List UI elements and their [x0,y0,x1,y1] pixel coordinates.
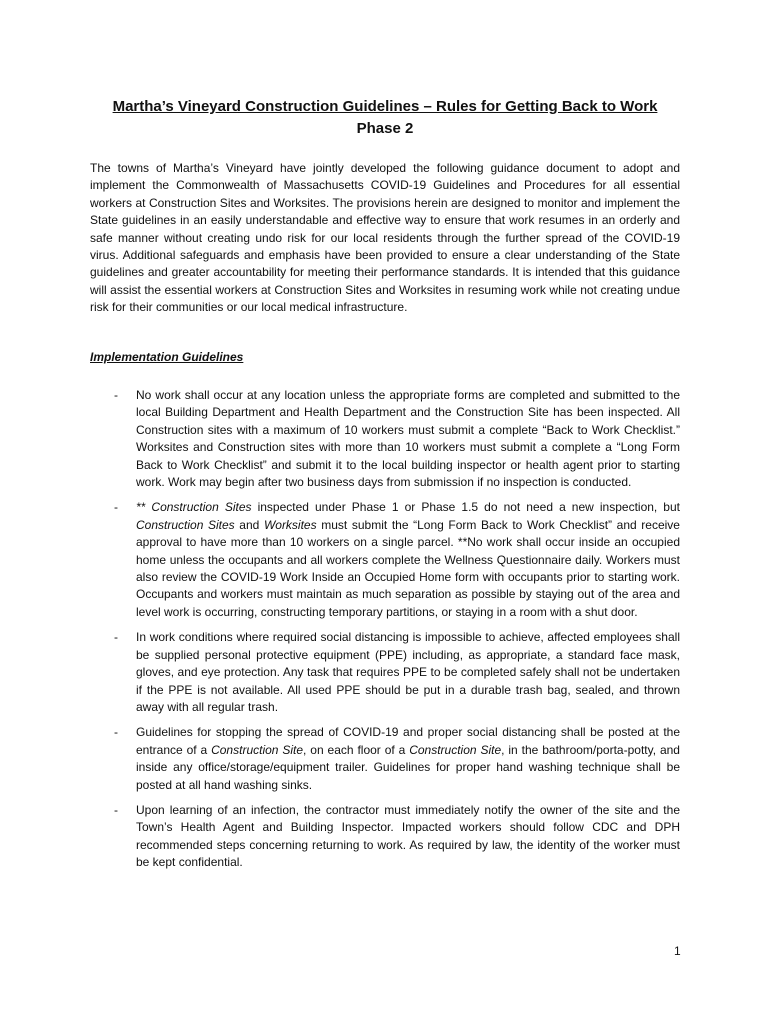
page-number: 1 [674,944,681,958]
bullet-dash: - [114,388,118,402]
list-item-text [136,500,680,618]
bullet-dash: - [114,725,118,740]
list-item-text: Upon learning of an infection, the contractor must immediately notify the owner of the site and the Town’s Health Agent and Building Inspector. Impacted workers should follow CDC and DPH recommended steps concerning returning to work. As required by law, the identity of the worker must be kept confidential. [136,802,680,870]
list-item [90,802,680,872]
title-line-1: Martha’s Vineyard Construction Guidelines – Rules for Getting Back to Work [112,98,658,115]
bullet-dash: - [114,500,118,515]
list-item-text [136,725,680,791]
section-heading: Implementation Guidelines [90,350,244,364]
list-item [90,387,680,491]
italic-term: Worksites [263,517,317,532]
guideline-list [90,387,680,880]
italic-term: Construction Site [409,742,502,757]
list-item-text: In work conditions where required social distancing is impossible to achieve, affected employees shall be supplied personal protective equipment (PPE) including, as appropriate, a standard face mask, gloves, and eye protection. Any task that requires PPE to be completed safely shall not be undertaken if the PPE is not available. All used PPE should be put in a durable trash bag, sealed, and thrown away with all regular trash. [136,630,680,714]
text-run: must submit the “Long Form Back to Work Checklist” and receive approval to have more than 10 workers on a single parcel. **No work shall occur inside an occupied home unless the occupants and all workers complete the Wellness Questionnaire daily. Workers must also review the COVID-19 Work Inside an Occupied Home form with occupants prior to starting work. Occupants and workers must maintain as much separation as possible by staying out of the area and level work is occurring, constructing temporary partitions, or staying in a room with a shut door. [136,517,680,619]
list-item [90,724,680,794]
text-run: Guidelines for stopping the spread of COVID-19 and proper social distancing shall be posted at the entrance of a [136,725,680,757]
bullet-dash: - [114,630,118,645]
text-run: , in the bathroom/porta-potty, and inside any office/storage/equipment trailer. Guidelines for proper hand washing technique shall be posted at all hand washing sinks. [136,742,680,792]
list-item-text: No work shall occur at any location unless the appropriate forms are completed and submitted to the local Building Department and Health Department and the Construction Site has been inspected. All Construction sites with a maximum of 10 workers must submit a complete “Back to Work Checklist.” Worksites and Construction sites with more than 10 workers must submit a complete a “Long Form Back to Work Checklist” and submit it to the local building inspector or health agent prior to starting work. Work may begin after two business days from submission if no inspection is conducted. [136,388,680,490]
text-run: inspected under Phase 1 or Phase 1.5 do not need a new inspection, but [251,500,680,515]
italic-term: Construction Site [211,742,304,757]
italic-term: Construction Sites [136,517,235,532]
text-run: , on each floor of a [303,742,410,757]
list-item [90,499,680,621]
title-line-2: Phase 2 [356,120,414,137]
document-title [60,96,710,140]
bullet-dash: - [114,802,118,817]
intro-paragraph: The towns of Martha’s Vineyard have jointly developed the following guidance document to adopt and implement the Commonwealth of Massachusetts COVID-19 Guidelines and Procedures for all essential workers at Construction Sites and Worksites. The provisions herein are designed to monitor and implement the State guidelines in an easily understandable and effective way to ensure that work resumes in an orderly and safe manner without creating undo risk for our local residents through the further spread of the COVID-19 virus. Additional safeguards and emphasis have been provided to ensure a clear understanding of the State guidelines and greater accountability for meeting their performance standards. It is intended that this guidance will assist the essential workers at Construction Sites and Worksites in resuming work while not creating undue risk for their communities or our local medical infrastructure. [90,161,680,315]
italic-term: ** Construction Sites [136,500,252,515]
list-item [90,629,680,716]
text-run: and [234,517,264,532]
